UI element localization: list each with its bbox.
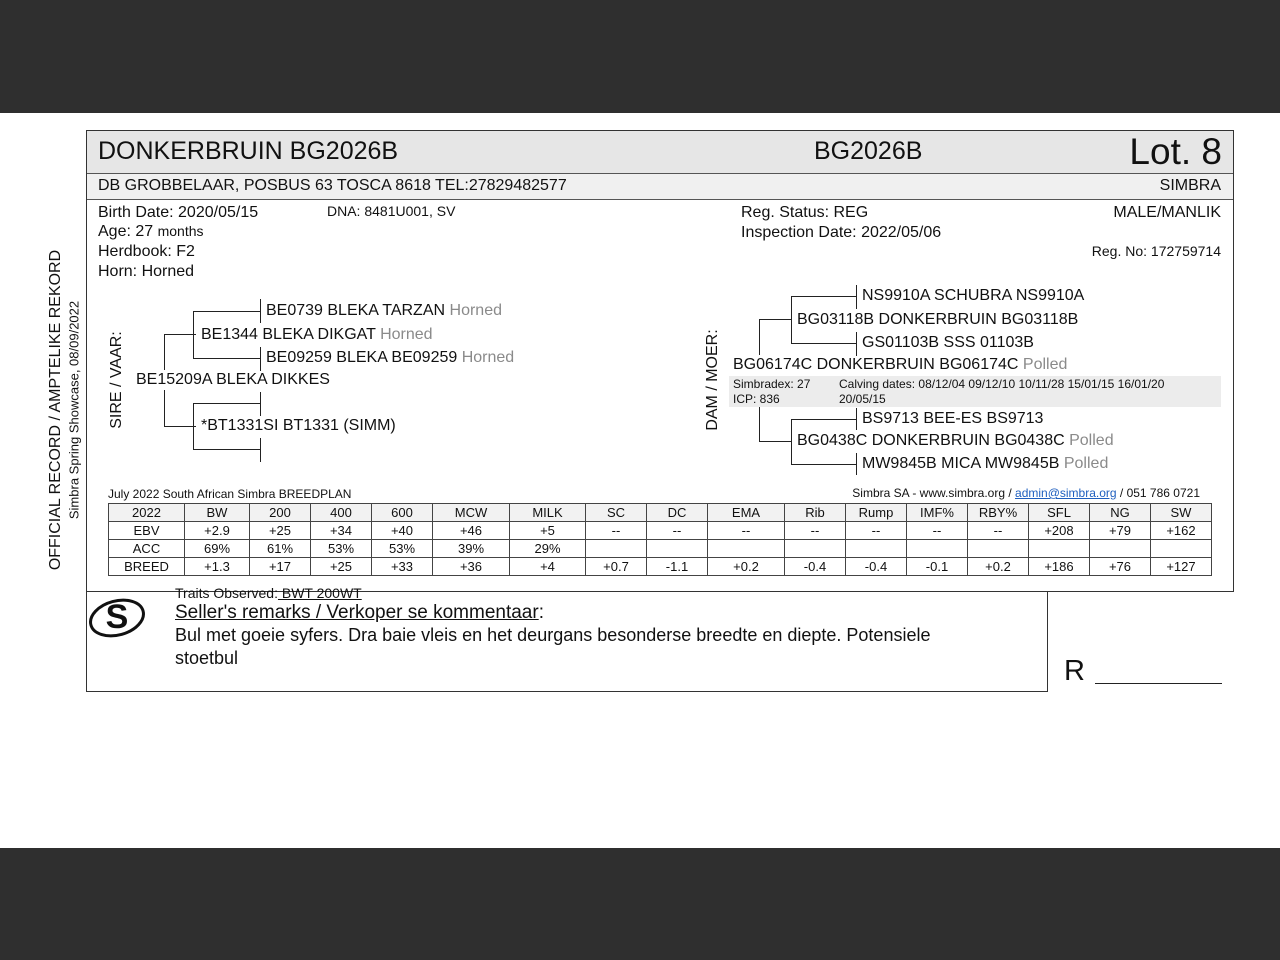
tree-line — [260, 299, 261, 323]
breedplan-table — [108, 503, 1212, 576]
contact-email-link[interactable]: admin@simbra.org — [1015, 486, 1117, 500]
breedplan-header-cell: SC — [586, 504, 647, 522]
breedplan-cell: +79 — [1090, 522, 1151, 540]
calving-label: Calving dates: — [839, 377, 916, 391]
bottom-dark-band — [0, 848, 1280, 960]
calving-line1: 08/12/04 09/12/10 10/11/28 15/01/15 16/01/20 — [918, 377, 1165, 391]
breedplan-header-cell: MCW — [433, 504, 510, 522]
breedplan-cell: BREED — [109, 558, 185, 576]
herdbook: Herdbook: F2 — [98, 243, 195, 260]
breedplan-row — [109, 558, 1212, 576]
sire-ggdam-name: BE09259 BLEKA BE09259 — [266, 349, 458, 366]
calving-dates — [839, 377, 1164, 391]
breedplan-header-cell: IMF% — [907, 504, 968, 522]
tree-line — [791, 464, 856, 465]
dam-ggdam2-horn: Polled — [1063, 455, 1109, 472]
breedplan-cell: +46 — [433, 522, 510, 540]
age — [98, 223, 204, 241]
breedplan-cell: -- — [907, 522, 968, 540]
tree-line — [791, 296, 856, 297]
tree-line — [856, 408, 857, 430]
dna-info: DNA: 8481U001, SV — [327, 203, 456, 219]
breedplan-cell — [1151, 540, 1212, 558]
breedplan-cell: -- — [846, 522, 907, 540]
dam-ggdam2-name: MW9845B MICA MW9845B — [862, 455, 1060, 472]
reg-status: Reg. Status: REG — [741, 204, 869, 221]
breedplan-cell — [1029, 540, 1090, 558]
breedplan-cell: 39% — [433, 540, 510, 558]
horn-status: Horn: Horned — [98, 263, 195, 280]
simbra-logo-letter: S — [105, 598, 129, 636]
breedplan-cell: -- — [647, 522, 708, 540]
tree-line — [260, 392, 261, 416]
breedplan-cell: 53% — [372, 540, 433, 558]
sire-granddam: *BT1331SI BT1331 (SIMM) — [201, 417, 396, 434]
price-currency: R — [1064, 655, 1085, 687]
traits-value: BWT 200WT — [277, 585, 362, 601]
birth-date: Birth Date: 2020/05/15 — [98, 204, 259, 221]
breedplan-header-cell: Rump — [846, 504, 907, 522]
breedplan-cell: +1.3 — [185, 558, 250, 576]
breedplan-contact — [852, 486, 1200, 500]
breedplan-cell: +0.2 — [708, 558, 785, 576]
breedplan-header-cell: DC — [647, 504, 708, 522]
tree-line — [856, 285, 857, 309]
breedplan-cell: 61% — [250, 540, 311, 558]
breedplan-cell: +0.2 — [968, 558, 1029, 576]
breedplan-cell: -0.4 — [785, 558, 846, 576]
event-label: Simbra Spring Showcase, 08/09/2022 — [66, 300, 82, 520]
tree-line — [193, 311, 260, 312]
tree-line — [193, 403, 194, 449]
reg-number: Reg. No: 172759714 — [1091, 243, 1221, 259]
breeder-info: DB GROBBELAAR, POSBUS 63 TOSCA 8618 TEL:27829482577 — [98, 177, 567, 194]
breedplan-cell — [586, 540, 647, 558]
tree-line — [791, 343, 856, 344]
sire-name: BE15209A BLEKA DIKKES — [136, 371, 330, 388]
sire-ggsire-horn: Horned — [449, 302, 502, 319]
dam-grandsire: BG03118B DONKERBRUIN BG03118B — [797, 311, 1079, 328]
remarks-line1: Bul met goeie syfers. Dra baie vleis en het deurgans besonderse breedte en diepte. Potensiele — [175, 625, 931, 645]
dam-granddam-horn: Polled — [1069, 432, 1114, 449]
breedplan-header-cell: SW — [1151, 504, 1212, 522]
tree-line — [791, 296, 792, 343]
tree-line — [260, 347, 261, 371]
breedplan-header-cell: MILK — [510, 504, 586, 522]
dam-ggsire: NS9910A SCHUBRA NS9910A — [862, 287, 1085, 304]
breedplan-cell — [968, 540, 1029, 558]
breedplan-header-cell: 2022 — [109, 504, 185, 522]
sire-ggsire — [266, 302, 502, 320]
sire-grandsire — [201, 326, 433, 344]
breedplan-cell: 53% — [311, 540, 372, 558]
breedplan-cell: +186 — [1029, 558, 1090, 576]
breedplan-cell: +0.7 — [586, 558, 647, 576]
official-record-label: OFFICIAL RECORD / AMPTELIKE REKORD — [47, 249, 64, 571]
tree-line — [164, 334, 196, 335]
breedplan-header-cell: EMA — [708, 504, 785, 522]
breedplan-cell: -- — [708, 522, 785, 540]
top-dark-band — [0, 0, 1280, 113]
breedplan-cell: ACC — [109, 540, 185, 558]
breedplan-cell: +40 — [372, 522, 433, 540]
breedplan-cell: +208 — [1029, 522, 1090, 540]
simbradex: Simbradex: 27 — [733, 377, 811, 391]
breedplan-cell: -0.4 — [846, 558, 907, 576]
breedplan-cell: +36 — [433, 558, 510, 576]
breedplan-cell: +17 — [250, 558, 311, 576]
breedplan-cell: -1.1 — [647, 558, 708, 576]
breedplan-cell — [708, 540, 785, 558]
sire-ggsire-name: BE0739 BLEKA TARZAN — [266, 302, 446, 319]
breedplan-cell: -0.1 — [907, 558, 968, 576]
breedplan-cell — [846, 540, 907, 558]
tree-line — [193, 311, 194, 359]
tree-line — [164, 426, 196, 427]
age-value: Age: 27 — [98, 223, 154, 240]
animal-id: BG2026B — [814, 137, 923, 165]
breedplan-cell: +25 — [250, 522, 311, 540]
breedplan-header-cell: 600 — [372, 504, 433, 522]
breedplan-header-cell: 200 — [250, 504, 311, 522]
breedplan-cell: +25 — [311, 558, 372, 576]
breed-name: SIMBRA — [1159, 177, 1221, 194]
breedplan-row — [109, 522, 1212, 540]
tree-line — [856, 332, 857, 356]
breedplan-header-cell: 400 — [311, 504, 372, 522]
simbra-logo-icon — [88, 596, 146, 640]
sire-grandsire-horn: Horned — [380, 326, 433, 343]
tree-line — [260, 438, 261, 462]
icp: ICP: 836 — [733, 392, 780, 406]
breedplan-cell: EBV — [109, 522, 185, 540]
breedplan-cell: +34 — [311, 522, 372, 540]
breedplan-cell — [785, 540, 846, 558]
dam-label: DAM / MOER: — [704, 329, 721, 431]
breedplan-header-cell: NG — [1090, 504, 1151, 522]
lot-number: Lot. 8 — [1129, 131, 1222, 172]
breedplan-header-row — [109, 504, 1212, 522]
tree-line — [791, 419, 792, 464]
remarks-title-text: Seller's remarks / Verkoper se kommentaar — [175, 602, 539, 623]
tree-line — [193, 403, 260, 404]
remarks-line2: stoetbul — [175, 648, 239, 668]
breedplan-cell — [1090, 540, 1151, 558]
breedplan-cell: +76 — [1090, 558, 1151, 576]
breedplan-header-cell: Rib — [785, 504, 846, 522]
breedplan-header-cell: RBY% — [968, 504, 1029, 522]
tree-line — [164, 390, 165, 426]
tree-line — [856, 453, 857, 475]
breedplan-title: July 2022 South African Simbra BREEDPLAN — [108, 487, 352, 501]
breedplan-row — [109, 540, 1212, 558]
dam-granddam — [797, 432, 1114, 450]
inspection-date: Inspection Date: 2022/05/06 — [741, 224, 942, 241]
animal-name: DONKERBRUIN BG2026B — [98, 137, 399, 165]
tree-line — [164, 334, 165, 370]
contact-prefix: Simbra SA - www.simbra.org / — [852, 486, 1016, 500]
breedplan-cell: -- — [968, 522, 1029, 540]
dam-ggdam2 — [862, 455, 1108, 473]
remarks-title-colon: : — [538, 602, 544, 623]
calving-line2: 20/05/15 — [839, 392, 886, 406]
sex: MALE/MANLIK — [1113, 204, 1221, 221]
contact-phone: / 051 786 0721 — [1116, 486, 1200, 500]
age-unit: months — [157, 223, 204, 239]
tree-line — [193, 358, 260, 359]
breedplan-cell: 69% — [185, 540, 250, 558]
breedplan-header-cell: SFL — [1029, 504, 1090, 522]
traits-observed — [175, 585, 362, 601]
breedplan-cell: -- — [785, 522, 846, 540]
sire-ggdam-horn: Horned — [461, 349, 515, 366]
dam-ggsire2: BS9713 BEE-ES BS9713 — [862, 410, 1044, 427]
breedplan-cell: 29% — [510, 540, 586, 558]
price-field[interactable] — [1095, 683, 1222, 684]
simbra-logo — [88, 596, 146, 640]
traits-label: Traits Observed: — [175, 585, 278, 601]
sire-grandsire-name: BE1344 BLEKA DIKGAT — [201, 326, 376, 343]
breedplan-cell — [647, 540, 708, 558]
breedplan-cell: -- — [586, 522, 647, 540]
tree-line — [759, 407, 760, 441]
sire-label: SIRE / VAAR: — [108, 331, 125, 429]
tree-line — [759, 319, 760, 355]
tree-line — [759, 441, 792, 442]
dam-ggdam: GS01103B SSS 01103B — [862, 334, 1034, 351]
remarks-title — [175, 602, 544, 624]
dam-name-text: BG06174C DONKERBRUIN BG06174C — [733, 356, 1019, 373]
dam-name — [733, 356, 1067, 374]
breedplan-cell: +2.9 — [185, 522, 250, 540]
breedplan-cell — [907, 540, 968, 558]
tree-line — [193, 449, 260, 450]
breedplan-cell: +4 — [510, 558, 586, 576]
dam-granddam-name: BG0438C DONKERBRUIN BG0438C — [797, 432, 1065, 449]
breedplan-cell: +5 — [510, 522, 586, 540]
breedplan-cell: +33 — [372, 558, 433, 576]
tree-line — [791, 419, 856, 420]
breedplan-header-cell: BW — [185, 504, 250, 522]
tree-line — [759, 319, 792, 320]
breedplan-cell: +127 — [1151, 558, 1212, 576]
breedplan-cell: +162 — [1151, 522, 1212, 540]
sire-ggdam — [266, 349, 514, 367]
dam-horn: Polled — [1022, 356, 1068, 373]
